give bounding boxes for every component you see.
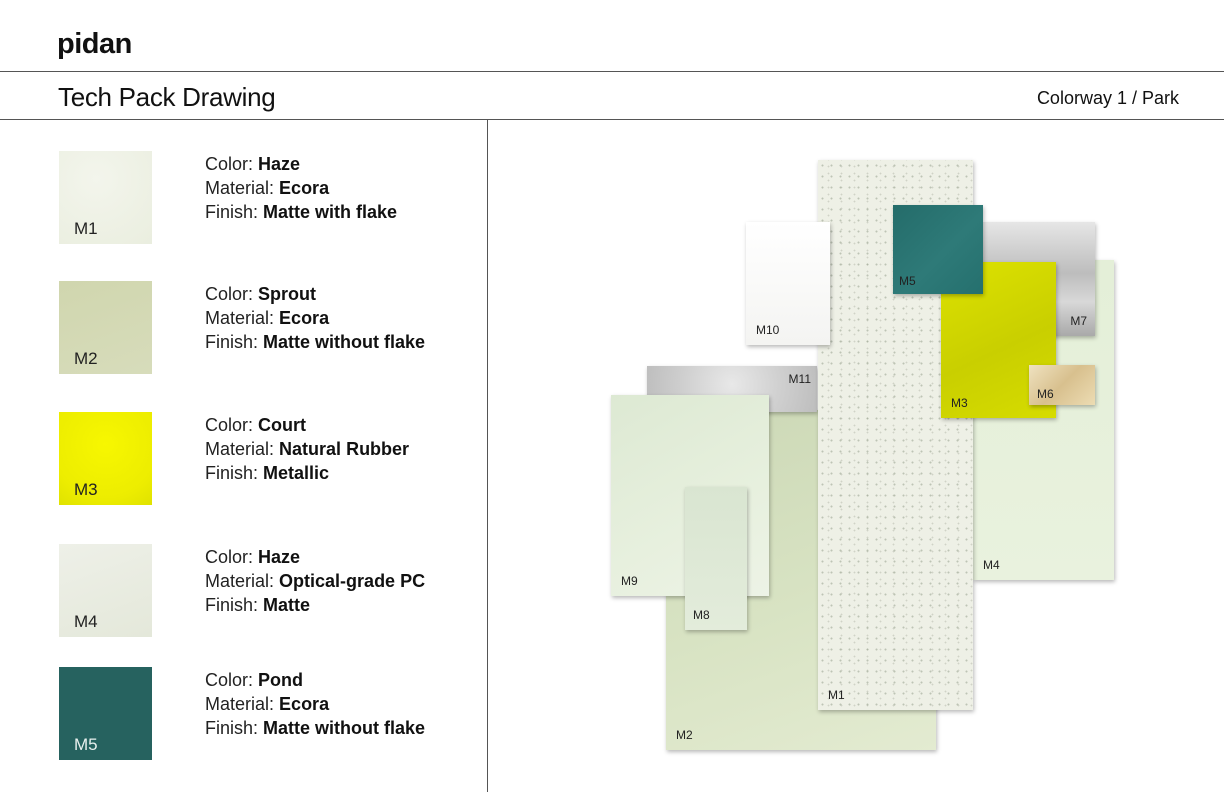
material-value: Optical-grade PC — [279, 571, 426, 591]
swatch-row-m3 — [59, 412, 469, 505]
color-field-label: Color: — [205, 154, 254, 174]
swatch-row-m2 — [59, 281, 469, 374]
material-value: Ecora — [279, 178, 330, 198]
finish-value: Matte without flake — [263, 332, 426, 352]
material-field-label: Material: — [205, 571, 275, 591]
finish-field-label: Finish: — [205, 718, 259, 738]
chip-label: M10 — [756, 323, 780, 337]
swatch-code: M5 — [74, 735, 98, 754]
finish-field-label: Finish: — [205, 332, 259, 352]
swatch-m1 — [59, 151, 152, 244]
chip-label: M3 — [951, 396, 968, 410]
chip-label: M7 — [1070, 314, 1087, 328]
swatch-m3 — [59, 412, 152, 505]
material-field-label: Material: — [205, 308, 275, 328]
color-value: Sprout — [258, 284, 317, 304]
material-value: Natural Rubber — [279, 439, 410, 459]
column-divider — [487, 119, 488, 792]
swatch-details — [205, 282, 425, 354]
finish-field-label: Finish: — [205, 463, 259, 483]
color-field-label: Color: — [205, 670, 254, 690]
material-field-label: Material: — [205, 439, 275, 459]
material-chip-m5 — [893, 205, 983, 294]
swatch-row-m4 — [59, 544, 469, 637]
swatch-code: M3 — [74, 480, 98, 499]
color-field-label: Color: — [205, 284, 254, 304]
finish-field-label: Finish: — [205, 202, 259, 222]
swatch-code: M1 — [74, 219, 98, 238]
color-value: Pond — [258, 670, 304, 690]
material-field-label: Material: — [205, 178, 275, 198]
color-value: Haze — [258, 154, 301, 174]
chip-label: M5 — [899, 274, 916, 288]
swatch-details — [205, 413, 409, 485]
brand-logo: pidan — [57, 28, 132, 60]
material-value: Ecora — [279, 308, 330, 328]
finish-value: Matte — [263, 595, 311, 615]
colorway-label: Colorway 1 / Park — [1036, 88, 1179, 108]
finish-field-label: Finish: — [205, 595, 259, 615]
swatch-m4 — [59, 544, 152, 637]
material-field-label: Material: — [205, 694, 275, 714]
swatch-details — [205, 668, 425, 740]
chip-label: M1 — [828, 688, 845, 702]
material-chip-m8 — [685, 487, 747, 630]
swatch-m2 — [59, 281, 152, 374]
chip-label: M4 — [983, 558, 1000, 572]
swatch-row-m1 — [59, 151, 469, 244]
header-divider-bottom — [0, 119, 1224, 120]
color-value: Court — [258, 415, 307, 435]
chip-label: M11 — [788, 372, 811, 386]
header-divider-top — [0, 71, 1224, 72]
swatch-row-m5 — [59, 667, 469, 760]
finish-value: Metallic — [263, 463, 330, 483]
page-title: Tech Pack Drawing — [58, 82, 276, 112]
swatch-m5 — [59, 667, 152, 760]
material-chip-m10 — [746, 222, 830, 345]
chip-label: M2 — [676, 728, 693, 742]
swatch-code: M4 — [74, 612, 98, 631]
swatch-details — [205, 152, 397, 224]
chip-label: M9 — [621, 574, 638, 588]
color-field-label: Color: — [205, 415, 254, 435]
finish-value: Matte without flake — [263, 718, 426, 738]
swatch-code: M2 — [74, 349, 98, 368]
color-value: Haze — [258, 547, 301, 567]
swatch-details — [205, 545, 425, 617]
color-field-label: Color: — [205, 547, 254, 567]
chip-label: M6 — [1037, 387, 1054, 401]
material-value: Ecora — [279, 694, 330, 714]
finish-value: Matte with flake — [263, 202, 398, 222]
material-chip-m6 — [1029, 365, 1095, 405]
chip-label: M8 — [693, 608, 710, 622]
